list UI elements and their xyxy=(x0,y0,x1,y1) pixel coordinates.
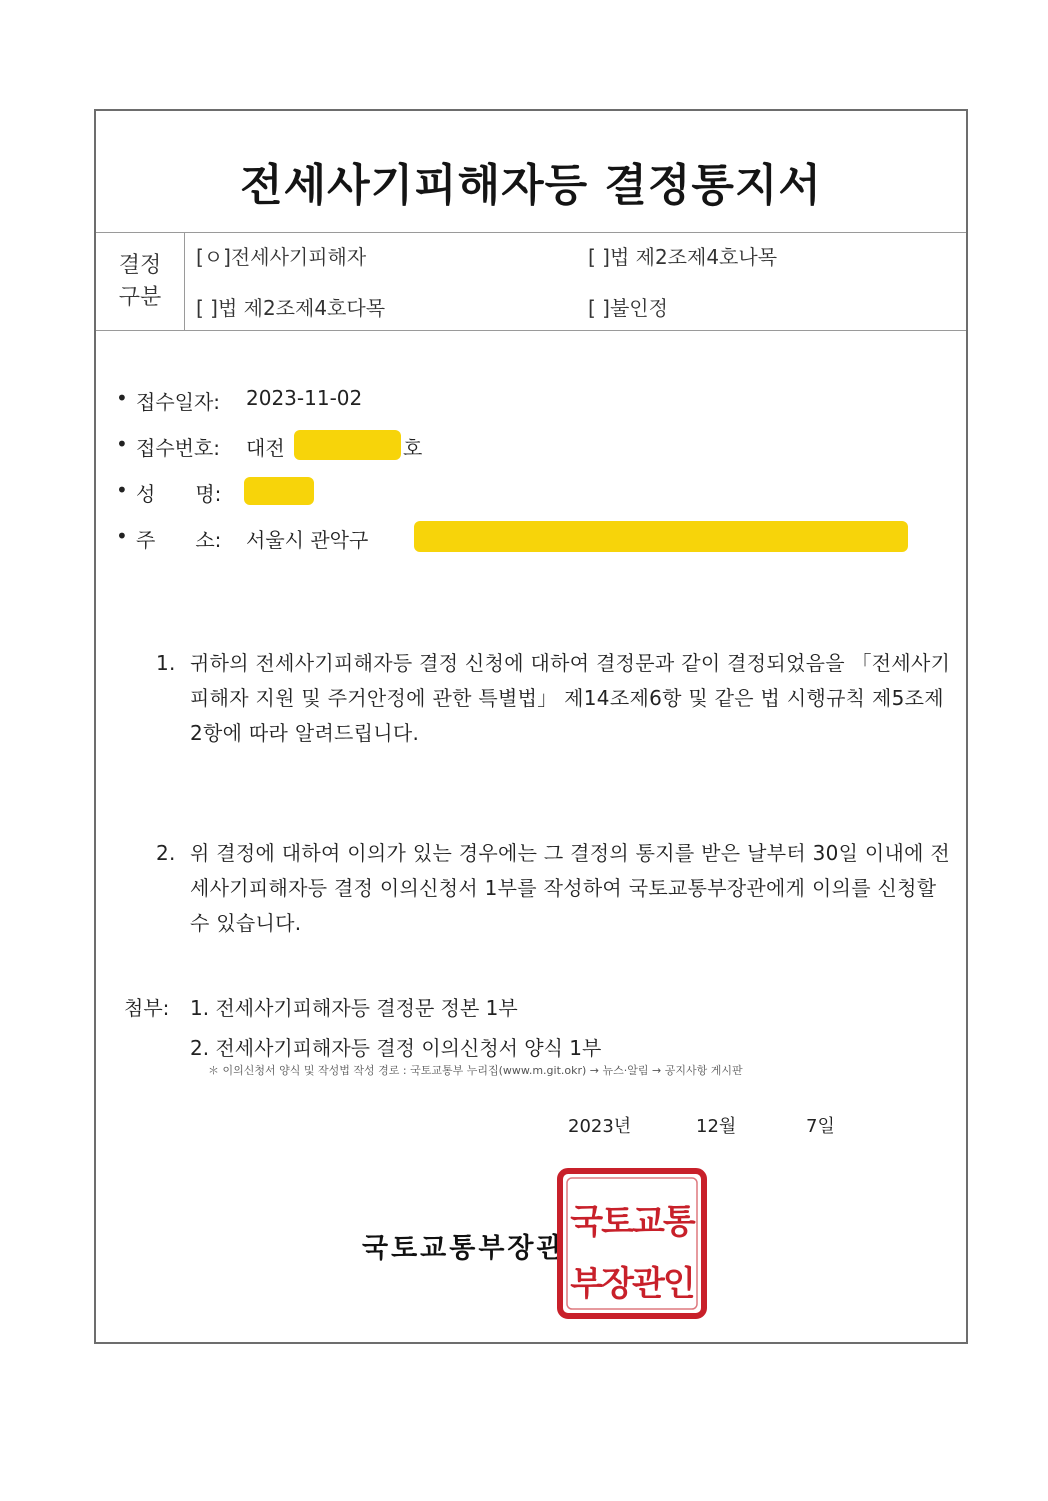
date-year: 2023년 xyxy=(568,1116,632,1137)
date-day: 7일 xyxy=(806,1116,835,1137)
date-month: 12월 xyxy=(696,1116,737,1137)
decision-option-victim: [ㅇ]전세사기피해자 xyxy=(196,245,367,269)
receipt-no-suffix: 호 xyxy=(403,436,423,460)
paragraph-2-number: 2. xyxy=(156,841,176,865)
redaction-address xyxy=(414,521,908,552)
address-value: 서울시 관악구 xyxy=(246,528,369,552)
bullet: • xyxy=(116,386,128,410)
decision-section xyxy=(96,232,966,331)
official-seal-icon xyxy=(556,1167,708,1320)
receipt-no-prefix: 대전 xyxy=(246,436,285,460)
svg-text:국토교통: 국토교통 xyxy=(570,1202,694,1242)
attachment-label: 첨부: xyxy=(124,996,170,1020)
redaction-name xyxy=(244,477,314,505)
decision-label-line2: 구분 xyxy=(118,284,162,310)
decision-label-line1: 결정 xyxy=(118,252,162,278)
redaction-receipt-no xyxy=(294,430,401,460)
receipt-date-value: 2023-11-02 xyxy=(246,386,363,410)
attachment-item-2: 2. 전세사기피해자등 결정 이의신청서 양식 1부 xyxy=(190,1036,602,1060)
bullet: • xyxy=(116,432,128,456)
receipt-no-label: 접수번호: xyxy=(136,436,221,460)
decision-option-rejected: [ ]불인정 xyxy=(588,296,668,320)
paragraph-2 xyxy=(156,836,956,941)
document-title: 전세사기피해자등 결정통지서 xyxy=(240,160,822,211)
address-label: 주 소: xyxy=(136,528,222,552)
attachment-item-1: 1. 전세사기피해자등 결정문 정본 1부 xyxy=(190,996,518,1020)
svg-text:부장관인: 부장관인 xyxy=(570,1264,694,1304)
name-label: 성 명: xyxy=(136,482,222,506)
paragraph-2-text: 위 결정에 대하여 이의가 있는 경우에는 그 결정의 통지를 받은 날부터 30일 이내에 전세사기피해자등 결정 이의신청서 1부를 작성하여 국토교통부장관에게 이의를 신청할 수 있습니다. xyxy=(190,841,951,935)
decision-option-4-da: [ ]법 제2조제4호다목 xyxy=(196,296,386,320)
decision-label xyxy=(96,233,185,330)
bullet: • xyxy=(116,524,128,548)
bullet: • xyxy=(116,478,128,502)
document-frame xyxy=(94,109,968,1344)
receipt-date-label: 접수일자: xyxy=(136,390,221,414)
attachment-note: ＊ 이의신청서 양식 및 작성법 작성 경로 : 국토교통부 누리집(www.m.git.okr) → 뉴스·알림 → 공지사항 게시판 xyxy=(208,1064,743,1077)
paragraph-1 xyxy=(156,646,956,751)
paragraph-1-number: 1. xyxy=(156,651,176,675)
decision-option-4-na: [ ]법 제2조제4호나목 xyxy=(588,245,778,269)
paragraph-1-text: 귀하의 전세사기피해자등 결정 신청에 대하여 결정문과 같이 결정되었음을 「전세사기피해자 지원 및 주거안정에 관한 특별법」 제14조제6항 및 같은 법 시행규칙 제5조제2항에 따라 알려드립니다. xyxy=(190,651,951,745)
signer-name: 국토교통부장관 xyxy=(362,1233,566,1264)
